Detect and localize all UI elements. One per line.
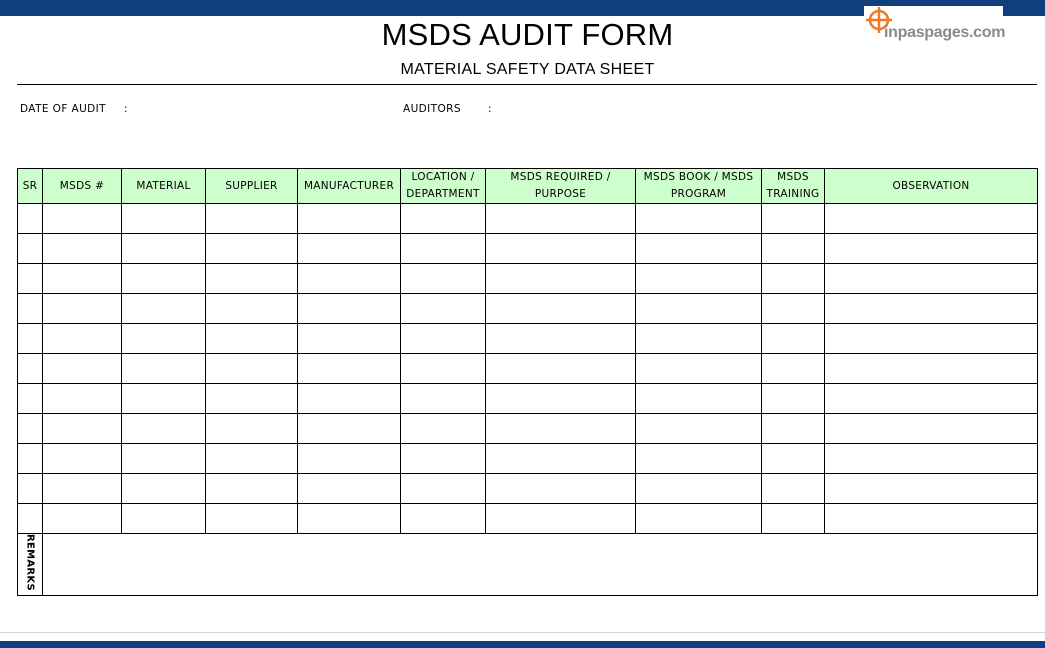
entry-cell[interactable] [206, 354, 298, 384]
entry-cell[interactable] [206, 324, 298, 354]
footer-divider [0, 632, 1045, 633]
entry-cell[interactable] [636, 204, 762, 234]
remarks-field[interactable] [43, 534, 1038, 596]
entry-cell[interactable] [43, 264, 122, 294]
entry-cell[interactable] [298, 474, 401, 504]
entry-cell[interactable] [762, 384, 825, 414]
entry-cell[interactable] [401, 384, 486, 414]
entry-cell[interactable] [762, 444, 825, 474]
entry-cell[interactable] [825, 384, 1038, 414]
column-header-label: PROGRAM [670, 188, 727, 200]
table-row [18, 234, 1038, 264]
entry-cell[interactable] [636, 324, 762, 354]
entry-cell[interactable] [401, 324, 486, 354]
entry-cell[interactable] [298, 414, 401, 444]
entry-cell[interactable] [486, 414, 636, 444]
auditors-separator: : [488, 103, 492, 115]
entry-cell[interactable] [43, 294, 122, 324]
form-subtitle: MATERIAL SAFETY DATA SHEET [400, 61, 655, 78]
entry-cell[interactable] [43, 474, 122, 504]
date-of-audit-label: DATE OF AUDIT [20, 103, 106, 115]
entry-cell[interactable] [18, 354, 43, 384]
entry-cell[interactable] [762, 294, 825, 324]
msds-audit-table [17, 168, 1038, 596]
column-header-label: MATERIAL [136, 179, 191, 192]
column-header-label: LOCATION / [411, 171, 475, 183]
entry-cell[interactable] [486, 264, 636, 294]
column-header [486, 169, 636, 204]
remarks-label-cell [18, 534, 43, 596]
column-header-label: MANUFACTURER [303, 179, 395, 192]
entry-cell[interactable] [298, 264, 401, 294]
column-header-label: DEPARTMENT [406, 188, 480, 200]
entry-cell[interactable] [825, 444, 1038, 474]
entry-cell[interactable] [825, 414, 1038, 444]
entry-cell[interactable] [762, 474, 825, 504]
entry-cell[interactable] [401, 474, 486, 504]
entry-cell[interactable] [206, 204, 298, 234]
logo-text: inpaspages.com [884, 24, 1006, 41]
table-row [18, 384, 1038, 414]
column-header [206, 169, 298, 204]
table-header-row [18, 169, 1038, 204]
entry-cell[interactable] [43, 414, 122, 444]
entry-cell[interactable] [43, 234, 122, 264]
entry-cell[interactable] [18, 294, 43, 324]
form-title: MSDS AUDIT FORM [381, 17, 674, 52]
table-row [18, 294, 1038, 324]
table-row [18, 504, 1038, 534]
entry-cell[interactable] [401, 414, 486, 444]
entry-cell[interactable] [18, 384, 43, 414]
entry-cell[interactable] [298, 444, 401, 474]
entry-cell[interactable] [43, 354, 122, 384]
entry-cell[interactable] [298, 384, 401, 414]
entry-cell[interactable] [298, 204, 401, 234]
entry-cell[interactable] [206, 414, 298, 444]
entry-cell[interactable] [401, 264, 486, 294]
entry-cell[interactable] [486, 294, 636, 324]
column-header-label: SUPPLIER [225, 179, 278, 192]
column-header [825, 169, 1038, 204]
entry-cell[interactable] [43, 444, 122, 474]
column-header-label: MSDS REQUIRED / [510, 171, 611, 183]
column-header [401, 169, 486, 204]
table-body [18, 204, 1038, 596]
column-header-label: PURPOSE [534, 188, 587, 200]
entry-cell[interactable] [43, 204, 122, 234]
remarks-row [18, 534, 1038, 596]
entry-cell[interactable] [401, 294, 486, 324]
column-header-label: MSDS # [59, 179, 105, 192]
remarks-label: REMARKS [24, 534, 36, 591]
entry-cell[interactable] [486, 204, 636, 234]
entry-cell[interactable] [825, 474, 1038, 504]
column-header [762, 169, 825, 204]
entry-cell[interactable] [636, 444, 762, 474]
entry-cell[interactable] [298, 294, 401, 324]
entry-cell[interactable] [825, 504, 1038, 534]
entry-cell[interactable] [401, 354, 486, 384]
entry-cell[interactable] [18, 264, 43, 294]
entry-cell[interactable] [636, 384, 762, 414]
entry-cell[interactable] [825, 204, 1038, 234]
entry-cell[interactable] [43, 504, 122, 534]
entry-cell[interactable] [18, 414, 43, 444]
entry-cell[interactable] [122, 234, 206, 264]
entry-cell[interactable] [18, 504, 43, 534]
table-row [18, 354, 1038, 384]
entry-cell[interactable] [122, 414, 206, 444]
entry-cell[interactable] [206, 474, 298, 504]
entry-cell[interactable] [122, 294, 206, 324]
entry-cell[interactable] [636, 234, 762, 264]
entry-cell[interactable] [206, 444, 298, 474]
entry-cell[interactable] [825, 294, 1038, 324]
entry-cell[interactable] [636, 414, 762, 444]
entry-cell[interactable] [762, 354, 825, 384]
entry-cell[interactable] [636, 354, 762, 384]
column-header [122, 169, 206, 204]
entry-cell[interactable] [122, 384, 206, 414]
column-header [298, 169, 401, 204]
entry-cell[interactable] [122, 264, 206, 294]
entry-cell[interactable] [636, 474, 762, 504]
entry-cell[interactable] [298, 324, 401, 354]
column-header [636, 169, 762, 204]
date-of-audit-separator: : [124, 103, 128, 115]
entry-cell[interactable] [206, 504, 298, 534]
entry-cell[interactable] [762, 204, 825, 234]
entry-cell[interactable] [206, 264, 298, 294]
column-header-label: OBSERVATION [892, 179, 970, 192]
entry-cell[interactable] [43, 384, 122, 414]
column-header [43, 169, 122, 204]
entry-cell[interactable] [762, 234, 825, 264]
entry-cell[interactable] [18, 324, 43, 354]
entry-cell[interactable] [206, 384, 298, 414]
entry-cell[interactable] [298, 234, 401, 264]
entry-cell[interactable] [122, 354, 206, 384]
entry-cell[interactable] [122, 204, 206, 234]
entry-cell[interactable] [122, 324, 206, 354]
entry-cell[interactable] [636, 504, 762, 534]
column-header-label: MSDS [777, 171, 809, 183]
table-row [18, 204, 1038, 234]
entry-cell[interactable] [636, 264, 762, 294]
entry-cell[interactable] [486, 384, 636, 414]
column-header-label: TRAINING [766, 188, 820, 200]
table-row [18, 324, 1038, 354]
entry-cell[interactable] [18, 444, 43, 474]
column-header-label: MSDS BOOK / MSDS [643, 171, 754, 183]
entry-cell[interactable] [762, 264, 825, 294]
bottom-brand-bar [0, 641, 1045, 648]
entry-cell[interactable] [298, 354, 401, 384]
entry-cell[interactable] [401, 504, 486, 534]
entry-cell[interactable] [43, 324, 122, 354]
entry-cell[interactable] [206, 294, 298, 324]
entry-cell[interactable] [18, 234, 43, 264]
entry-cell[interactable] [636, 294, 762, 324]
entry-cell[interactable] [825, 324, 1038, 354]
entry-cell[interactable] [762, 504, 825, 534]
auditors-label: AUDITORS [403, 103, 461, 115]
entry-cell[interactable] [486, 444, 636, 474]
column-header [18, 169, 43, 204]
entry-cell[interactable] [486, 234, 636, 264]
entry-cell[interactable] [825, 354, 1038, 384]
entry-cell[interactable] [825, 234, 1038, 264]
entry-cell[interactable] [762, 414, 825, 444]
table-row [18, 444, 1038, 474]
entry-cell[interactable] [122, 504, 206, 534]
entry-cell[interactable] [298, 504, 401, 534]
column-header-label: SR [22, 179, 38, 192]
entry-cell[interactable] [486, 354, 636, 384]
entry-cell[interactable] [122, 444, 206, 474]
entry-cell[interactable] [18, 474, 43, 504]
entry-cell[interactable] [18, 204, 43, 234]
entry-cell[interactable] [762, 324, 825, 354]
entry-cell[interactable] [122, 474, 206, 504]
entry-cell[interactable] [206, 234, 298, 264]
table-row [18, 414, 1038, 444]
entry-cell[interactable] [486, 324, 636, 354]
title-divider [17, 84, 1037, 85]
entry-cell[interactable] [401, 234, 486, 264]
entry-cell[interactable] [486, 474, 636, 504]
entry-cell[interactable] [401, 444, 486, 474]
table-row [18, 264, 1038, 294]
entry-cell[interactable] [401, 204, 486, 234]
table-row [18, 474, 1038, 504]
entry-cell[interactable] [825, 264, 1038, 294]
entry-cell[interactable] [486, 504, 636, 534]
